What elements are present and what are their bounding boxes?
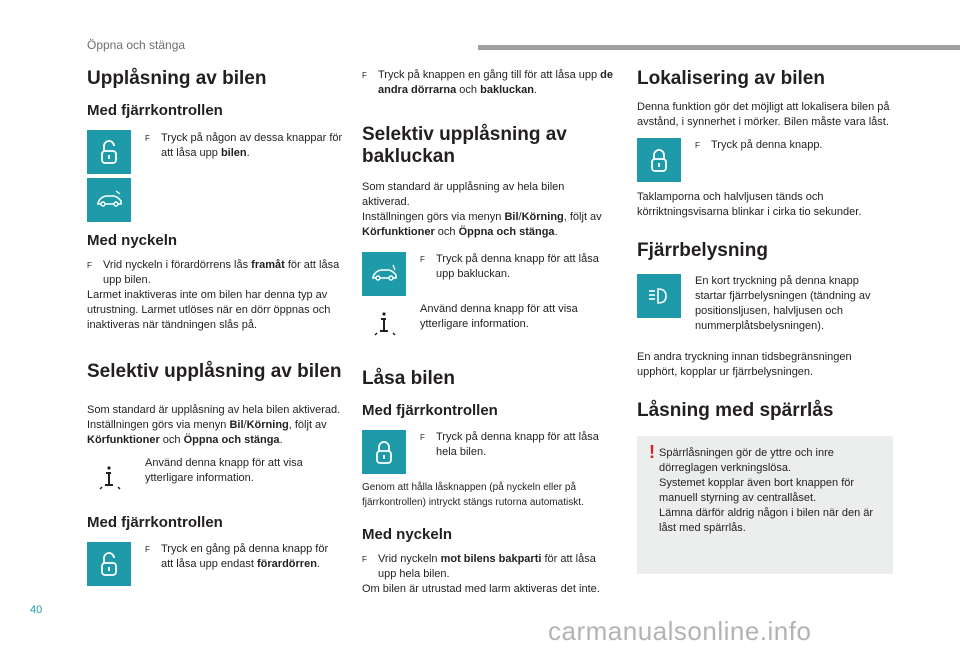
lock-heading: Låsa bilen <box>362 368 455 389</box>
locate-text: Denna funktion gör det möjligt att lokalisera bilen på avstånd, i synnerhet i mörker. Bilen måste vara låst. <box>637 101 890 128</box>
trunk-text: F Tryck på denna knapp för att låsa upp bakluckan. <box>420 253 599 280</box>
header-bar <box>478 45 960 50</box>
deadlock-heading: Låsning med spärrlås <box>637 400 834 421</box>
selective-info-text: Använd denna knapp för att visa ytterligare information. <box>145 457 303 484</box>
remote-lighting-off-text: En andra tryckning innan tidsbegränsningen upphört, kopplar ur fjärrbelysningen. <box>637 351 852 378</box>
locate-row <box>637 138 893 182</box>
unlock-all-bullet: F Tryck på knappen en gång till för att låsa upp de andra dörrarna och bakluckan. <box>362 69 614 96</box>
unlock-remote-heading: Med fjärrkontrollen <box>87 102 223 119</box>
lock-key-text: Om bilen är utrustad med larm aktiveras det inte. <box>362 583 600 595</box>
lock-remote-row <box>362 430 614 474</box>
remote-lighting-text: En kort tryckning på denna knapp startar fjärrbelysningen (tändning av positionsljusen, halvljusen och nummerplåtsbelysningen). <box>695 275 871 332</box>
selective-trunk-heading: Selektiv upplåsning av bakluckan <box>362 124 567 167</box>
lock-icon <box>637 138 681 182</box>
selective-info-row <box>87 456 343 500</box>
trunk-default-text: Som standard är upplåsning av hela bilen aktiverad. <box>362 181 565 208</box>
remote-lighting-heading: Fjärrbelysning <box>637 240 768 261</box>
unlock-remote-row <box>87 130 343 174</box>
unlock-key-text: Larmet inaktiveras inte om bilen har denna typ av utrustning. Larmet utlöses när en dörr öppnas och inaktiveras när tändningen slås på. <box>87 289 331 331</box>
trunk-icon <box>362 252 406 296</box>
selective-unlock-heading: Selektiv upplåsning av bilen <box>87 361 342 382</box>
unlock-heading: Upplåsning av bilen <box>87 68 267 89</box>
trunk-info-text: Använd denna knapp för att visa ytterligare information. <box>420 303 578 330</box>
deadlock-warning-text: Spärrlåsningen gör de yttre och inre dörreglagen verkningslösa. Systemet kopplar även bort knappen för manuell styrning av centrallåset. Lämna därför aldrig någon i bilen när den är låst med spärrlås. <box>659 447 874 534</box>
selective-remote-row <box>87 542 343 586</box>
deadlock-warning-box <box>637 436 893 574</box>
selective-remote-heading: Med fjärrkontrollen <box>87 514 223 531</box>
lock-windows-note: Genom att hålla låsknappen (på nyckeln eller på fjärrkontrollen) intryckt stängs rutorna automatiskt. <box>362 482 584 508</box>
selective-default-text: Som standard är upplåsning av hela bilen aktiverad. <box>87 404 341 416</box>
info-icon <box>362 302 406 346</box>
lock-icon <box>362 430 406 474</box>
page-section-title: Öppna och stänga <box>87 38 186 52</box>
locate-button-text: F Tryck på denna knapp. <box>695 139 823 151</box>
car-icon <box>87 178 131 222</box>
unlock-key-bullet: F Vrid nyckeln i förardörrens lås framåt för att låsa upp bilen. <box>87 259 340 286</box>
trunk-menu-text: Inställningen görs via menyn Bil/Körning, följt av Körfunktioner och Öppna och stänga. <box>362 211 602 238</box>
selective-menu-text: Inställningen görs via menyn Bil/Körning, följt av Körfunktioner och Öppna och stänga. <box>87 419 327 446</box>
trunk-row <box>362 252 614 296</box>
remote-lighting-row <box>637 274 893 334</box>
locate-result-text: Taklamporna och halvljusen tänds och körriktningsvisarna blinkar i cirka tio sekunder. <box>637 191 862 218</box>
column-3 <box>637 66 893 574</box>
unlock-key-heading: Med nyckeln <box>87 232 178 249</box>
lock-key-heading: Med nyckeln <box>362 526 453 543</box>
selective-remote-text: F Tryck en gång på denna knapp för att låsa upp endast förardörren. <box>145 543 329 570</box>
lock-remote-text: F Tryck på denna knapp för att låsa hela bilen. <box>420 431 599 458</box>
unlock-icon <box>87 542 131 586</box>
info-icon <box>87 456 131 500</box>
column-1 <box>87 66 343 586</box>
trunk-info-row <box>362 302 614 346</box>
unlock-icon <box>87 130 131 174</box>
unlock-remote-text: F Tryck på någon av dessa knappar för att låsa upp bilen. <box>145 132 343 159</box>
watermark: carmanualsonline.info <box>548 616 812 646</box>
column-2 <box>362 66 614 597</box>
headlight-icon <box>637 274 681 318</box>
page-number: 40 <box>30 604 43 616</box>
lock-remote-heading: Med fjärrkontrollen <box>362 402 498 419</box>
locate-heading: Lokalisering av bilen <box>637 68 825 89</box>
warning-icon: ! <box>649 442 655 462</box>
lock-key-bullet: F Vrid nyckeln mot bilens bakparti för att låsa upp hela bilen. <box>362 553 596 580</box>
